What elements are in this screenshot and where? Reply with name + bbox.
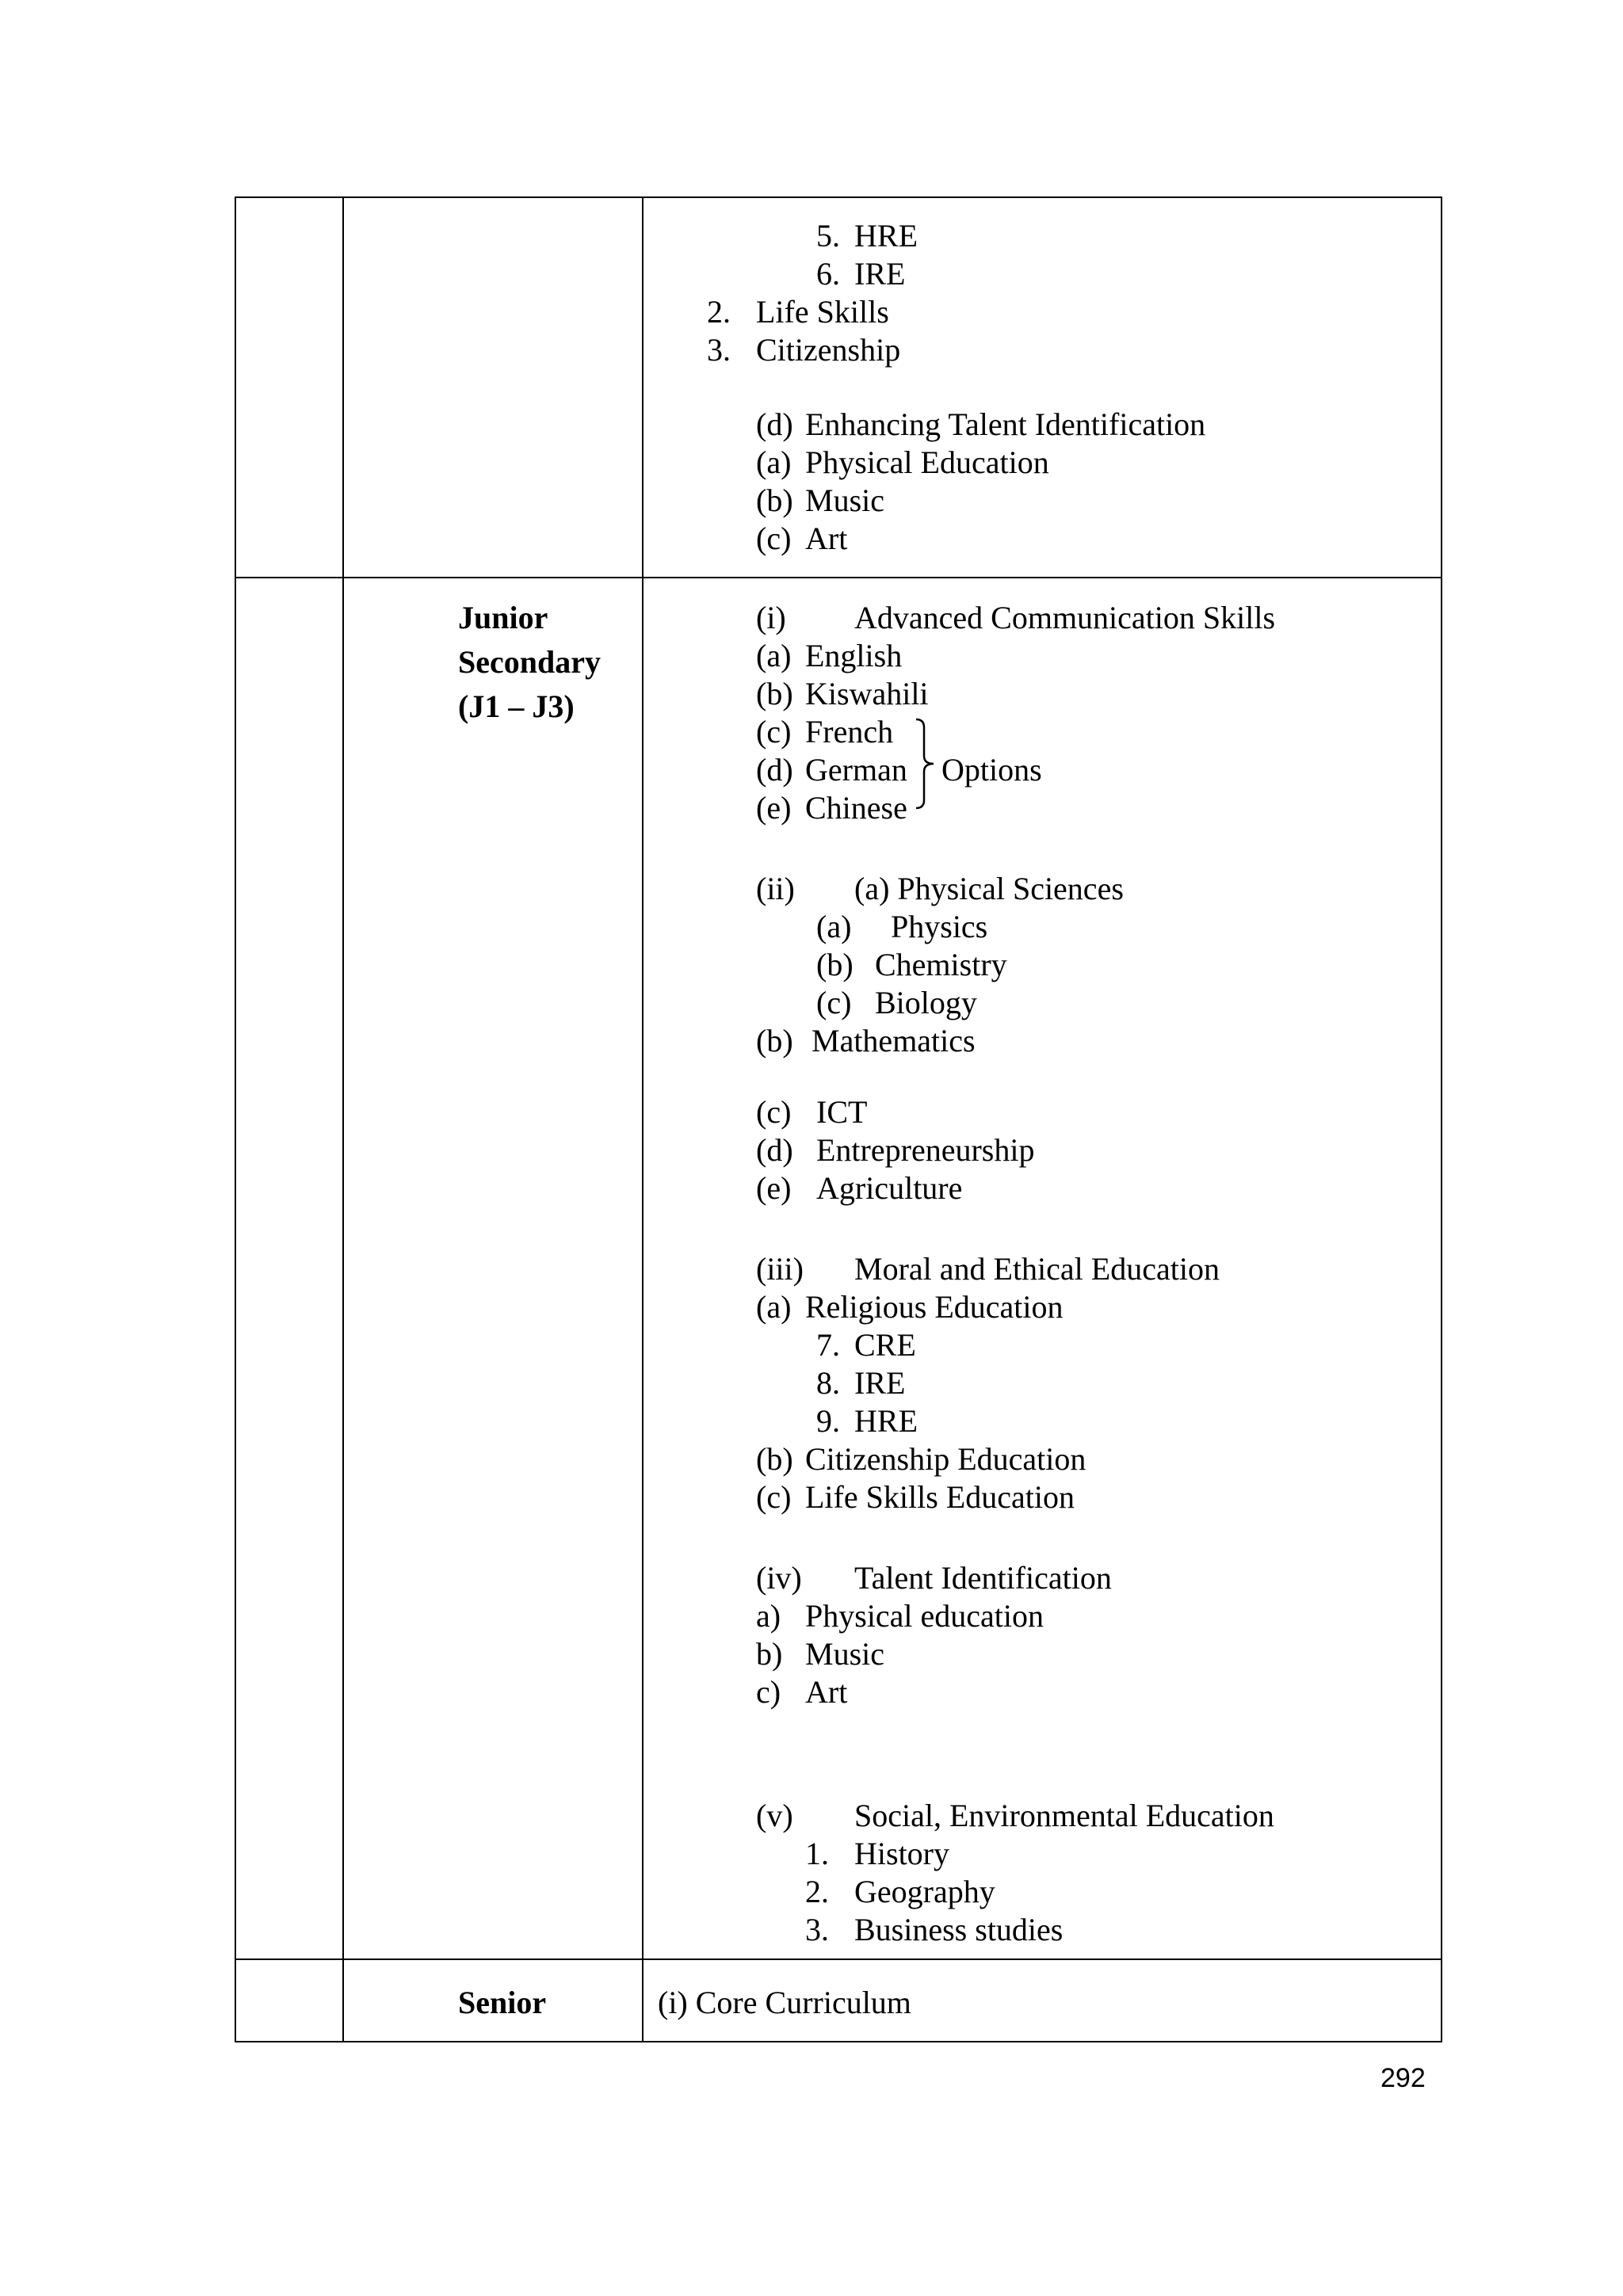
list-marker: (i) (756, 600, 786, 635)
column-divider-2 (642, 196, 643, 2042)
list-marker: (c) (756, 714, 792, 749)
list-item: ICT (816, 1094, 868, 1130)
list-marker: (iii) (756, 1251, 804, 1287)
list-marker: (b) (756, 482, 793, 518)
list-marker: 2. (707, 294, 731, 330)
row-divider-1 (235, 577, 1442, 578)
list-marker: (ii) (756, 871, 795, 906)
table-border-right (1441, 196, 1442, 2042)
section-heading: Social, Environmental Education (854, 1798, 1274, 1833)
list-marker: (b) (756, 1441, 793, 1477)
list-marker: 6. (816, 256, 840, 292)
list-marker: (d) (756, 752, 793, 788)
list-item: Chemistry (875, 947, 1007, 982)
list-marker: 9. (816, 1403, 840, 1439)
list-item: HRE (854, 1403, 918, 1439)
list-marker: (v) (756, 1798, 793, 1833)
list-marker: (iv) (756, 1560, 802, 1596)
list-marker: (c) (756, 1094, 792, 1130)
list-item: Physics (891, 909, 988, 944)
list-marker: b) (756, 1636, 783, 1672)
list-marker: 3. (707, 332, 731, 368)
list-item: IRE (854, 1365, 906, 1401)
list-item: English (805, 638, 903, 673)
list-item: Citizenship Education (805, 1441, 1086, 1477)
list-item: Religious Education (805, 1289, 1064, 1325)
list-marker: (a) (816, 909, 852, 944)
list-marker: (c) (756, 521, 792, 556)
level-label: Junior (458, 600, 548, 635)
list-item: German (805, 752, 907, 788)
list-item: Physical Education (805, 444, 1049, 480)
page-number: 292 (1381, 2063, 1426, 2093)
row-divider-2 (235, 1958, 1442, 1960)
list-item: Citizenship (756, 332, 901, 368)
list-item: Kiswahili (805, 676, 929, 711)
list-marker: (a) (756, 638, 792, 673)
section-heading: Moral and Ethical Education (854, 1251, 1220, 1287)
list-item: Music (805, 1636, 884, 1672)
list-item: Entrepreneurship (816, 1132, 1035, 1168)
list-marker: 2. (805, 1874, 829, 1909)
list-marker: 3. (805, 1912, 829, 1947)
list-marker: (d) (756, 1132, 793, 1168)
list-marker: (c) (816, 985, 852, 1020)
list-item: Agriculture (816, 1170, 963, 1206)
level-label: (J1 – J3) (458, 688, 575, 724)
list-item: Art (805, 521, 848, 556)
level-label: Secondary (458, 644, 601, 680)
list-item: CRE (854, 1327, 916, 1363)
list-marker: (c) (756, 1479, 792, 1515)
list-item: Geography (854, 1874, 995, 1909)
list-marker: 1. (805, 1836, 829, 1871)
list-marker: a) (756, 1598, 781, 1634)
list-item: IRE (854, 256, 906, 292)
section-heading: Advanced Communication Skills (854, 600, 1276, 635)
table-border-top (235, 196, 1442, 198)
list-item: Business studies (854, 1912, 1064, 1947)
list-item: Mathematics (812, 1023, 976, 1058)
list-marker: (b) (816, 947, 854, 982)
list-item: Biology (875, 985, 977, 1020)
list-item: HRE (854, 218, 918, 254)
options-brace-icon (913, 713, 938, 814)
list-marker: (e) (756, 1170, 792, 1206)
list-item: Art (805, 1674, 848, 1710)
section-heading: (a) Physical Sciences (854, 871, 1124, 906)
list-item: French (805, 714, 894, 749)
list-item: Life Skills (756, 294, 889, 330)
list-marker: (a) (756, 444, 792, 480)
table-border-bottom (235, 2041, 1442, 2042)
table-border-left (235, 196, 236, 2042)
list-marker: (b) (756, 1023, 793, 1058)
list-marker: 8. (816, 1365, 840, 1401)
list-item: Enhancing Talent Identification (805, 406, 1206, 442)
core-curriculum-text: (i) Core Curriculum (658, 1985, 911, 2020)
list-item: Life Skills Education (805, 1479, 1075, 1515)
list-marker: c) (756, 1674, 781, 1710)
list-marker: (e) (756, 790, 792, 826)
column-divider-1 (342, 196, 344, 2042)
list-marker: (a) (756, 1289, 792, 1325)
list-marker: 7. (816, 1327, 840, 1363)
list-marker: 5. (816, 218, 840, 254)
list-item: Chinese (805, 790, 907, 826)
level-label: Senior (458, 1985, 547, 2020)
list-item: History (854, 1836, 949, 1871)
list-item: Music (805, 482, 884, 518)
list-item: Physical education (805, 1598, 1044, 1634)
section-heading: Talent Identification (854, 1560, 1112, 1596)
list-marker: (b) (756, 676, 793, 711)
list-marker: (d) (756, 406, 793, 442)
options-label: Options (941, 752, 1042, 788)
